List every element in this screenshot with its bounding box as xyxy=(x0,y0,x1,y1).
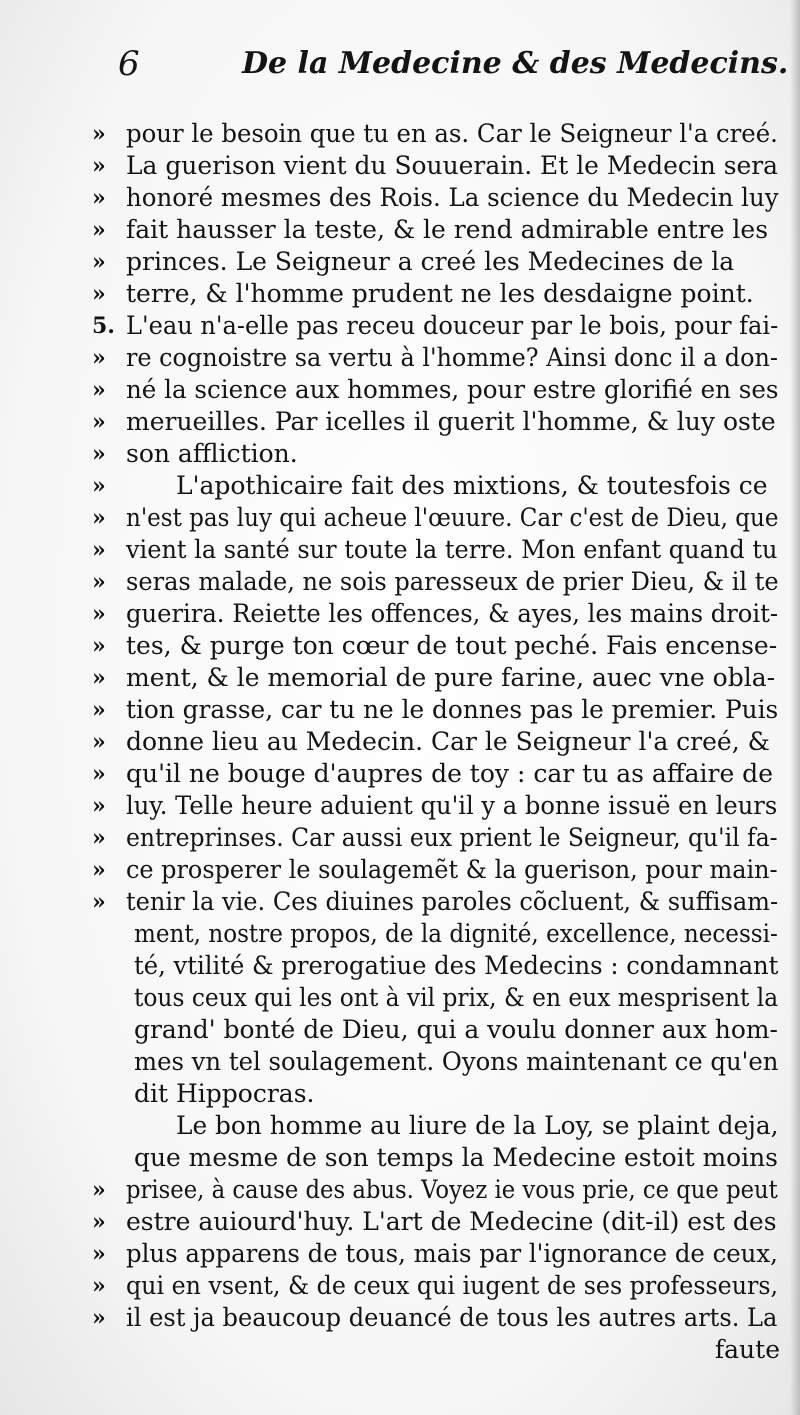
quote-mark: » xyxy=(92,761,106,787)
catchword xyxy=(92,1334,782,1366)
text-line xyxy=(92,502,782,534)
quote-mark: » xyxy=(92,633,106,659)
quote-mark: » xyxy=(92,1273,106,1299)
text-line xyxy=(92,182,782,214)
line-text: seras malade, ne sois paresseux de prier Dieu, & il te xyxy=(126,567,779,596)
text-line xyxy=(92,950,782,982)
line-text: L'apothicaire fait des mixtions, & toutesfois ce xyxy=(176,471,768,500)
verse-number: 5. xyxy=(92,313,115,339)
text-line xyxy=(92,1078,782,1110)
page-number: 6 xyxy=(118,44,140,84)
quote-mark: » xyxy=(92,1209,106,1235)
text-line xyxy=(92,118,782,150)
quote-mark: » xyxy=(92,409,106,435)
catchword-text: faute xyxy=(714,1335,780,1364)
line-text: plus apparens de tous, mais par l'ignorance de ceux, xyxy=(126,1239,778,1268)
quote-mark: » xyxy=(92,505,106,531)
text-line xyxy=(92,758,782,790)
line-text: merueilles. Par icelles il guerit l'homme, & luy oste xyxy=(126,407,776,436)
quote-mark: » xyxy=(92,345,106,371)
line-text: tous ceux qui les ont à vil prix, & en eux mesprisent la xyxy=(134,983,779,1012)
line-text: prisee, à cause des abus. Voyez ie vous prie, ce que peut xyxy=(126,1175,778,1204)
quote-mark: » xyxy=(92,1241,106,1267)
line-text: L'eau n'a-elle pas receu douceur par le bois, pour fai- xyxy=(126,311,779,340)
text-line xyxy=(92,662,782,694)
quote-mark: » xyxy=(92,665,106,691)
quote-mark: » xyxy=(92,121,106,147)
text-line xyxy=(92,310,782,342)
quote-mark: » xyxy=(92,857,106,883)
line-text: donne lieu au Medecin. Car le Seigneur l'a creé, & xyxy=(126,727,770,756)
quote-mark: » xyxy=(92,473,106,499)
line-text: qu'il ne bouge d'aupres de toy : car tu as affaire de xyxy=(126,759,773,788)
line-text: re cognoistre sa vertu à l'homme? Ainsi donc il a don- xyxy=(126,343,778,372)
line-text: grand' bonté de Dieu, qui a voulu donner aux hom- xyxy=(134,1015,778,1044)
quote-mark: » xyxy=(92,185,106,211)
line-text: tenir la vie. Ces diuines paroles cõcluent, & suffisam- xyxy=(126,887,779,916)
text-line xyxy=(92,1270,782,1302)
text-line xyxy=(92,854,782,886)
quote-mark: » xyxy=(92,825,106,851)
text-line xyxy=(92,406,782,438)
quote-mark: » xyxy=(92,1305,106,1331)
text-line xyxy=(92,214,782,246)
line-text: mes vn tel soulagement. Oyons maintenant ce qu'en xyxy=(134,1047,779,1076)
text-line xyxy=(92,822,782,854)
quote-mark: » xyxy=(92,889,106,915)
quote-mark: » xyxy=(92,697,106,723)
text-line xyxy=(92,726,782,758)
text-line xyxy=(92,438,782,470)
line-text: ment, & le memorial de pure farine, auec vne obla- xyxy=(126,663,776,692)
quote-mark: » xyxy=(92,441,106,467)
line-text: vient la santé sur toute la terre. Mon enfant quand tu xyxy=(126,535,778,564)
text-line xyxy=(92,1238,782,1270)
quote-mark: » xyxy=(92,729,106,755)
text-line xyxy=(92,566,782,598)
line-text: né la science aux hommes, pour estre glorifié en ses xyxy=(126,375,779,404)
line-text: son affliction. xyxy=(126,439,298,468)
text-line xyxy=(92,790,782,822)
line-text: princes. Le Seigneur a creé les Medecines de la xyxy=(126,247,735,276)
text-line xyxy=(92,150,782,182)
text-line xyxy=(92,1302,782,1334)
text-line xyxy=(92,1046,782,1078)
text-line xyxy=(92,342,782,374)
quote-mark: » xyxy=(92,537,106,563)
text-line xyxy=(92,1014,782,1046)
quote-mark: » xyxy=(92,377,106,403)
text-line xyxy=(92,982,782,1014)
quote-mark: » xyxy=(92,153,106,179)
text-line xyxy=(92,1174,782,1206)
line-text: té, vtilité & prerogatiue des Medecins : condamnant xyxy=(134,951,779,980)
quote-mark: » xyxy=(92,793,106,819)
line-text: honoré mesmes des Rois. La science du Medecin luy xyxy=(126,183,779,212)
line-text: pour le besoin que tu en as. Car le Seigneur l'a creé. xyxy=(126,119,778,148)
line-text: qui en vsent, & de ceux qui iugent de ses professeurs, xyxy=(126,1271,779,1300)
line-text: guerira. Reiette les offences, & ayes, les mains droit- xyxy=(126,599,779,628)
line-text: luy. Telle heure aduient qu'il y a bonne issuë en leurs xyxy=(126,791,778,820)
line-text: il est ja beaucoup deuancé de tous les autres arts. La xyxy=(126,1303,778,1332)
text-line xyxy=(92,374,782,406)
line-text: tion grasse, car tu ne le donnes pas le premier. Puis xyxy=(126,695,779,724)
text-line xyxy=(92,1142,782,1174)
text-line xyxy=(92,534,782,566)
line-text: que mesme de son temps la Medecine estoit moins xyxy=(134,1143,778,1172)
text-line xyxy=(92,630,782,662)
text-line xyxy=(92,886,782,918)
line-text: entreprinses. Car aussi eux prient le Seigneur, qu'il fa- xyxy=(126,823,778,852)
text-line xyxy=(92,278,782,310)
text-line xyxy=(92,918,782,950)
running-title: De la Medecine & des Medecins. xyxy=(242,46,789,81)
line-text: La guerison vient du Souuerain. Et le Medecin sera xyxy=(126,151,779,180)
line-text: fait hausser la teste, & le rend admirable entre les xyxy=(126,215,769,244)
line-text: ce prosperer le soulagemẽt & la guerison, pour main- xyxy=(126,855,778,884)
quote-mark: » xyxy=(92,249,106,275)
text-line xyxy=(92,470,782,502)
text-line xyxy=(92,1110,782,1142)
line-text: estre auiourd'huy. L'art de Medecine (dit-il) est des xyxy=(126,1207,777,1236)
quote-mark: » xyxy=(92,569,106,595)
line-text: ment, nostre propos, de la dignité, excellence, necessi- xyxy=(134,919,778,948)
text-line xyxy=(92,1206,782,1238)
line-text: Le bon homme au liure de la Loy, se plaint deja, xyxy=(176,1111,779,1140)
quote-mark: » xyxy=(92,1177,106,1203)
text-line xyxy=(92,246,782,278)
text-line xyxy=(92,694,782,726)
quote-mark: » xyxy=(92,601,106,627)
line-text: dit Hippocras. xyxy=(134,1079,315,1108)
quote-mark: » xyxy=(92,217,106,243)
line-text: tes, & purge ton cœur de tout peché. Fais encense- xyxy=(126,631,778,660)
line-text: n'est pas luy qui acheue l'œuure. Car c'est de Dieu, que xyxy=(126,503,779,532)
text-line xyxy=(92,598,782,630)
quote-mark: » xyxy=(92,281,106,307)
line-text: terre, & l'homme prudent ne les desdaigne point. xyxy=(126,279,754,308)
